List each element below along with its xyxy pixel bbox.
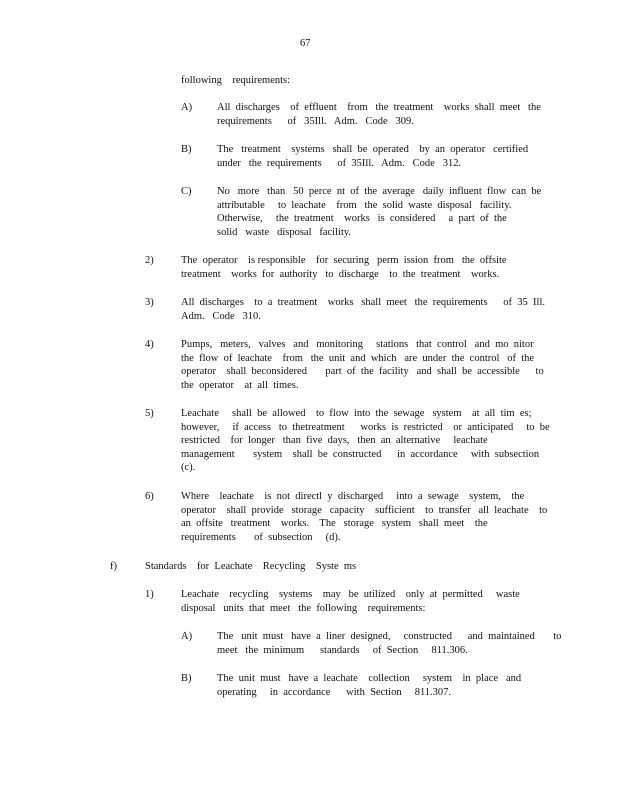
text-line: Where leachate is not directl y discharged into a sewage system, the xyxy=(181,491,525,502)
item-text-5 xyxy=(181,407,550,475)
item-text-6 xyxy=(181,490,547,544)
text-line: an offsite treatment works. The storage system shall meet the xyxy=(181,518,488,529)
text-line: Pumps, meters, valves and monitoring stations that control and mo nitor xyxy=(181,339,534,350)
text-line: Otherwise, the treatment works is considered a part of the xyxy=(217,213,507,224)
text-line: operator shall beconsidered part of the facility and shall be accessible to xyxy=(181,366,544,377)
item-text-fb xyxy=(217,672,521,699)
text-line: however, if access to thetreatment works is restricted or anticipated to be xyxy=(181,421,550,433)
text-line: Adm. Code 310. xyxy=(181,310,261,322)
text-line: The operator is responsible for securing perm ission from the offsite xyxy=(181,255,507,266)
text-line: The treatment systems shall be operated by an operator certified xyxy=(217,144,529,155)
page-number: 67 xyxy=(300,38,311,49)
item-text-c xyxy=(217,185,541,239)
text-line: meet the minimum standards of Section 811.306. xyxy=(217,644,468,656)
item-text-fa xyxy=(217,630,561,657)
item-label-f1: 1) xyxy=(145,589,154,600)
text-line: treatment works for authority to discharge to the treatment works. xyxy=(181,268,500,280)
item-text-f1 xyxy=(181,588,520,615)
text-line: Leachate recycling systems may be utilized only at permitted waste xyxy=(181,589,520,600)
text-line: No more than 50 perce nt of the average daily influent flow can be xyxy=(217,186,542,197)
text-line: under the requirements of 35Ill. Adm. Code 312. xyxy=(217,157,462,169)
item-label-2: 2) xyxy=(145,255,154,266)
item-text-4 xyxy=(181,338,544,392)
item-label-c: C) xyxy=(181,186,192,197)
text-line: requirements of subsection (d). xyxy=(181,531,341,543)
item-text-2 xyxy=(181,254,507,281)
section-label-f: f) xyxy=(110,561,117,572)
item-text-3 xyxy=(181,296,545,323)
text-line: management system shall be constructed in accordance with subsection xyxy=(181,448,540,460)
text-line: requirements of 35Ill. Adm. Code 309. xyxy=(217,115,414,127)
item-text-a xyxy=(217,101,541,128)
text-line: The unit must have a leachate collection system in place and xyxy=(217,673,522,684)
text-line: All discharges to a treatment works shall meet the requirements of 35 Ill. xyxy=(181,297,546,308)
item-label-b: B) xyxy=(181,144,192,155)
text-line: (c). xyxy=(181,462,196,473)
item-label-5: 5) xyxy=(145,408,154,419)
text-line: solid waste disposal facility. xyxy=(217,226,352,238)
item-label-fb: B) xyxy=(181,673,192,684)
item-text-b xyxy=(217,143,528,170)
text-line: restricted for longer than five days, then an alternative leachate xyxy=(181,435,488,446)
item-label-3: 3) xyxy=(145,297,154,308)
text-line: The unit must have a liner designed, constructed and maintained to xyxy=(217,631,562,642)
text-line: operator shall provide storage capacity sufficient to transfer all leachate to xyxy=(181,504,548,516)
text-line: attributable to leachate from the solid waste disposal facility. xyxy=(217,199,512,211)
text-line: All discharges of effluent from the treatment works shall meet the xyxy=(217,102,541,113)
text-line: operating in accordance with Section 811.307. xyxy=(217,686,452,698)
item-label-fa: A) xyxy=(181,631,193,642)
intro-line: following requirements: xyxy=(181,75,291,86)
text-line: Leachate shall be allowed to flow into the sewage system at all tim es; xyxy=(181,408,532,419)
item-label-6: 6) xyxy=(145,491,154,502)
text-line: disposal units that meet the following requirements: xyxy=(181,602,426,614)
item-label-4: 4) xyxy=(145,339,154,350)
item-label-a: A) xyxy=(181,102,193,113)
text-line: the flow of leachate from the unit and which are under the control of the xyxy=(181,352,535,364)
text-line: the operator at all times. xyxy=(181,379,299,391)
section-title-f: Standards for Leachate Recycling Syste ms xyxy=(145,561,357,572)
